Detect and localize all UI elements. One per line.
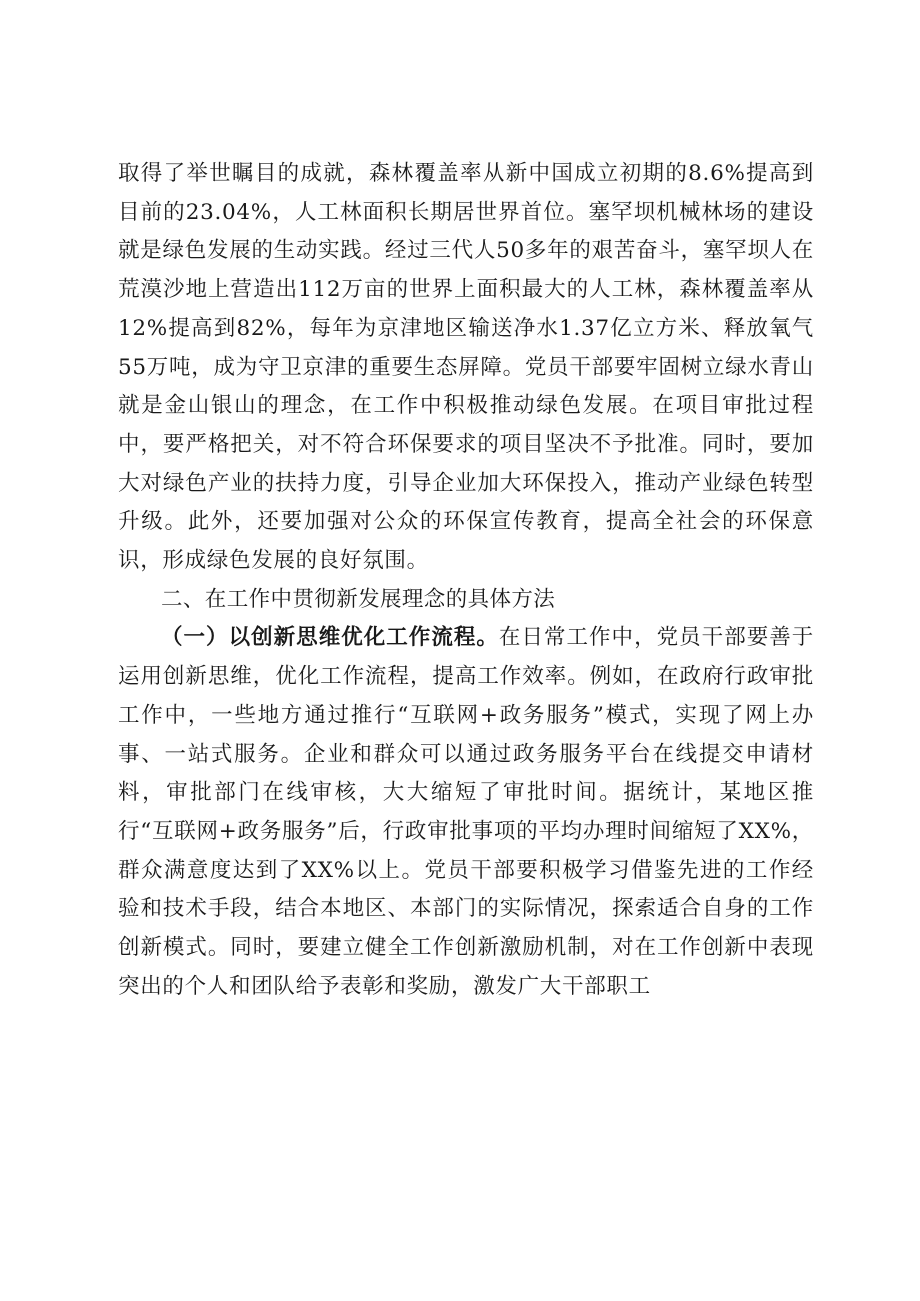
- subsection-lead: （一）以创新思维优化工作流程。: [161, 625, 499, 651]
- paragraph-innovation-text: 在日常工作中，党员干部要善于运用创新思维，优化工作流程，提高工作效率。例如，在政府行政审批工作中，一些地方通过推行“互联网+政务服务”模式，实现了网上办事、一站式服务。企业和群众可以通过政务服务平台在线提交申请材料，审批部门在线审核，大大缩短了审批时间。据统计，某地区推行“互联网+政务服务”后，行政审批事项的平均办理时间缩短了XX%，群众满意度达到了XX%以上。党员干部要积极学习借鉴先进的工作经验和技术手段，结合本地区、本部门的实际情况，探索适合自身的工作创新模式。同时，要建立健全工作创新激励机制，对在工作创新中表现突出的个人和团队给予表彰和奖励，激发广大干部职工: [118, 625, 814, 999]
- paragraph-innovation: [118, 619, 814, 1006]
- document-body: [118, 155, 814, 1006]
- section-heading: 二、在工作中贯彻新发展理念的具体方法: [161, 586, 556, 612]
- paragraph-green-development: 取得了举世瞩目的成就，森林覆盖率从新中国成立初期的8.6%提高到目前的23.04%，人工林面积长期居世界首位。塞罕坝机械林场的建设就是绿色发展的生动实践。经过三代人50多年的艰苦奋斗，塞罕坝人在荒漠沙地上营造出112万亩的世界上面积最大的人工林，森林覆盖率从12%提高到82%，每年为京津地区输送净水1.37亿立方米、释放氧气55万吨，成为守卫京津的重要生态屏障。党员干部要牢固树立绿水青山就是金山银山的理念，在工作中积极推动绿色发展。在项目审批过程中，要严格把关，对不符合环保要求的项目坚决不予批准。同时，要加大对绿色产业的扶持力度，引导企业加大环保投入，推动产业绿色转型升级。此外，还要加强对公众的环保宣传教育，提高全社会的环保意识，形成绿色发展的良好氛围。: [118, 161, 814, 574]
